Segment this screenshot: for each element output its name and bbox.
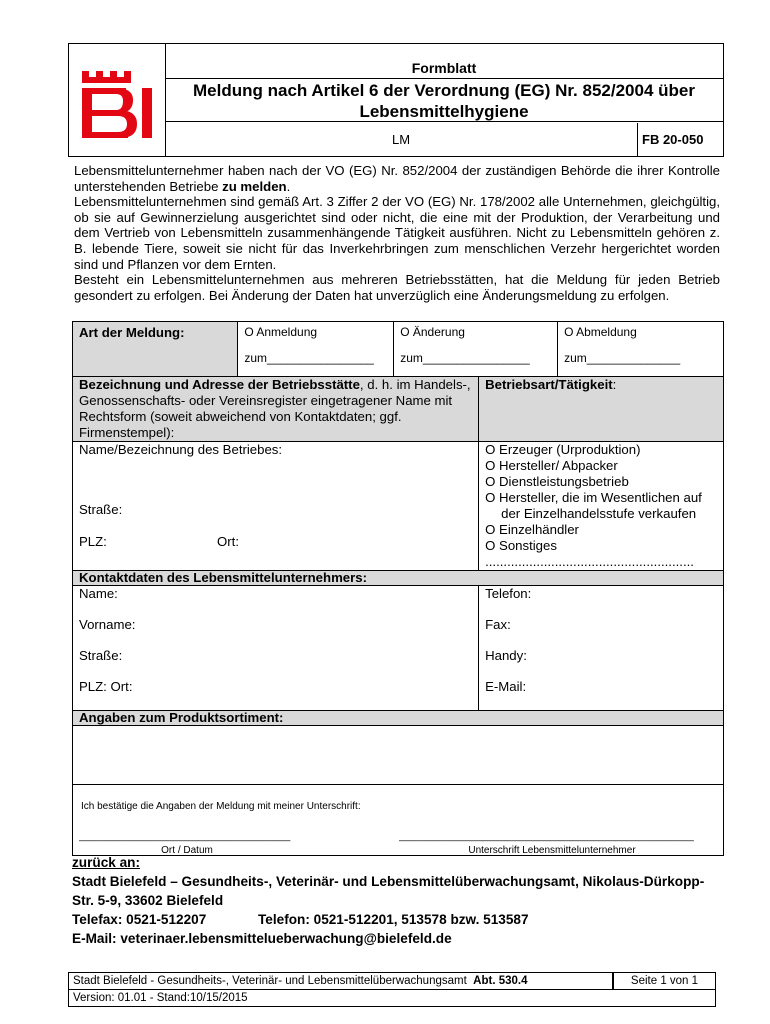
return-email: E-Mail: veterinaer.lebensmittelueberwachung@bielefeld.de (72, 931, 452, 946)
intro-text (74, 163, 720, 303)
return-contact-line (72, 910, 722, 929)
betriebsart-heading: Betriebsart/Tätigkeit: (479, 377, 724, 442)
betrieb-street-label: Straße: (79, 502, 123, 517)
type-sonstiges-field[interactable]: ......................................................... (485, 554, 694, 569)
kontakt-email-label: E-Mail: (485, 679, 527, 694)
kontakt-strasse-label: Straße: (79, 648, 123, 663)
kontakt-left-cell[interactable] (73, 586, 479, 711)
place-date-line[interactable]: ______________________________________ (79, 831, 291, 842)
return-address-line: Stadt Bielefeld – Gesundheits-, Veterinär- und Lebensmittelüberwachungsamt, Nikolaus-Dürkopp-Str. 5-9, 33602 Bielefeld (72, 874, 705, 908)
page-footer (68, 972, 716, 1007)
intro-paragraph-2: Lebensmittelunternehmen sind gemäß Art. 3 Ziffer 2 der VO (EG) Nr. 178/2002 alle Unternehmen, gleichgültig, ob sie auf Gewinnerzielung ausgerichtet sind oder nicht, die eine mit der Produktion, der Verarbeitung und dem Vertrieb von Lebensmitteln zusammenhängende Tätigkeit ausführen. Nicht zu Lebensmitteln gehören z. B. lebende Tiere, soweit sie nicht für das Inverkehrbringen zum menschlichen Verzehr hergerichtet worden sind und Pflanzen vor dem Ernten. (74, 194, 720, 272)
type-einzelhaendler[interactable]: O Einzelhändler (485, 522, 579, 537)
betrieb-heading: Bezeichnung und Adresse der Betriebsstätte, d. h. im Handels-, Genossenschafts- oder Vereinsregister eingetragener Name mit Rechtsform (soweit abweichend von Kontaktdaten; ggf. Firmenstempel): (73, 377, 479, 442)
form-header (68, 43, 724, 157)
meldung-option-aenderung[interactable] (394, 322, 558, 377)
signature-line[interactable]: _____________________________________________________ (399, 831, 694, 842)
aenderung-date-field[interactable]: zum________________ (400, 351, 530, 365)
registration-form (72, 321, 724, 856)
kontakt-name-label: Name: (79, 586, 118, 601)
anmeldung-date-field[interactable]: zum________________ (244, 351, 374, 365)
betrieb-name-label: Name/Bezeichnung des Betriebes: (79, 442, 283, 457)
anmeldung-checkbox[interactable]: O Anmeldung (244, 325, 318, 339)
abmeldung-checkbox[interactable]: O Abmeldung (564, 325, 637, 339)
sortiment-heading-row (73, 711, 724, 726)
type-hersteller-einzelhandel-cont: der Einzelhandelsstufe verkaufen (501, 506, 697, 521)
kontakt-details-row (73, 586, 724, 711)
meldung-row (73, 322, 724, 377)
footer-version: Version: 01.01 - Stand:10/15/2015 (69, 990, 716, 1007)
meldung-option-anmeldung[interactable] (238, 322, 394, 377)
betriebsart-options[interactable] (479, 442, 724, 571)
meldung-label: Art der Meldung: (73, 322, 238, 377)
return-address (72, 853, 722, 948)
kontakt-handy-label: Handy: (485, 648, 527, 663)
signature-row (73, 785, 724, 856)
return-fax: Telefax: 0521-512207 (72, 912, 207, 927)
sortiment-heading: Angaben zum Produktsortiment: (73, 711, 724, 726)
sortiment-input-area[interactable] (73, 726, 724, 785)
return-phone: Telefon: 0521-512201, 513578 bzw. 513587 (258, 912, 529, 927)
return-heading: zurück an: (72, 855, 140, 870)
kontakt-telefon-label: Telefon: (485, 586, 532, 601)
type-hersteller-abpacker[interactable]: O Hersteller/ Abpacker (485, 458, 618, 473)
form-code: LM (165, 123, 638, 156)
kontakt-plz-ort-label: PLZ: Ort: (79, 679, 133, 694)
intro-paragraph-1: Lebensmittelunternehmer haben nach der VO (EG) Nr. 852/2004 der zuständigen Behörde die ihrer Kontrolle unterstehenden Betriebe zu melden. (74, 163, 720, 194)
sortiment-body-row (73, 726, 724, 785)
place-date-label: Ort / Datum (161, 845, 213, 856)
type-sonstiges[interactable]: O Sonstiges (485, 538, 557, 553)
betrieb-heading-row (73, 377, 724, 442)
kontakt-heading: Kontaktdaten des Lebensmittelunternehmers: (73, 571, 724, 586)
kontakt-vorname-label: Vorname: (79, 617, 136, 632)
abmeldung-date-field[interactable]: zum______________ (564, 351, 681, 365)
type-erzeuger[interactable]: O Erzeuger (Urproduktion) (485, 442, 641, 457)
meldung-option-abmeldung[interactable] (558, 322, 724, 377)
betrieb-plz-label: PLZ: (79, 534, 107, 549)
signature-cell[interactable] (73, 785, 724, 856)
bielefeld-logo-icon (69, 44, 165, 156)
kontakt-fax-label: Fax: (485, 617, 511, 632)
aenderung-checkbox[interactable]: O Änderung (400, 325, 465, 339)
intro-paragraph-3: Besteht ein Lebensmittelunternehmen aus mehreren Betriebsstätten, hat die Meldung für jeden Betrieb gesondert zu erfolgen. Bei Änderung der Daten hat unverzüglich eine Änderungsmeldung zu erfolgen. (74, 272, 720, 303)
signature-label: Unterschrift Lebensmittelunternehmer (468, 845, 636, 856)
form-number: FB 20-050 (642, 132, 704, 147)
form-label: Formblatt (165, 44, 723, 79)
betrieb-ort-label: Ort: (217, 534, 239, 549)
signature-statement: Ich bestätige die Angaben der Meldung mit meiner Unterschrift: (81, 801, 361, 812)
type-dienstleistung[interactable]: O Dienstleistungsbetrieb (485, 474, 629, 489)
kontakt-right-cell[interactable] (479, 586, 724, 711)
footer-office: Stadt Bielefeld - Gesundheits-, Veterinär- und Lebensmittelüberwachungsamt Abt. 530.4 (69, 973, 613, 990)
type-hersteller-einzelhandel[interactable]: O Hersteller, die im Wesentlichen auf (485, 490, 702, 505)
footer-page: Seite 1 von 1 (613, 973, 716, 990)
betrieb-details-row (73, 442, 724, 571)
form-title: Meldung nach Artikel 6 der Verordnung (EG) Nr. 852/2004 über Lebensmittelhygiene (165, 78, 723, 122)
kontakt-heading-row (73, 571, 724, 586)
betrieb-address-cell[interactable] (73, 442, 479, 571)
bielefeld-logo (69, 44, 166, 156)
